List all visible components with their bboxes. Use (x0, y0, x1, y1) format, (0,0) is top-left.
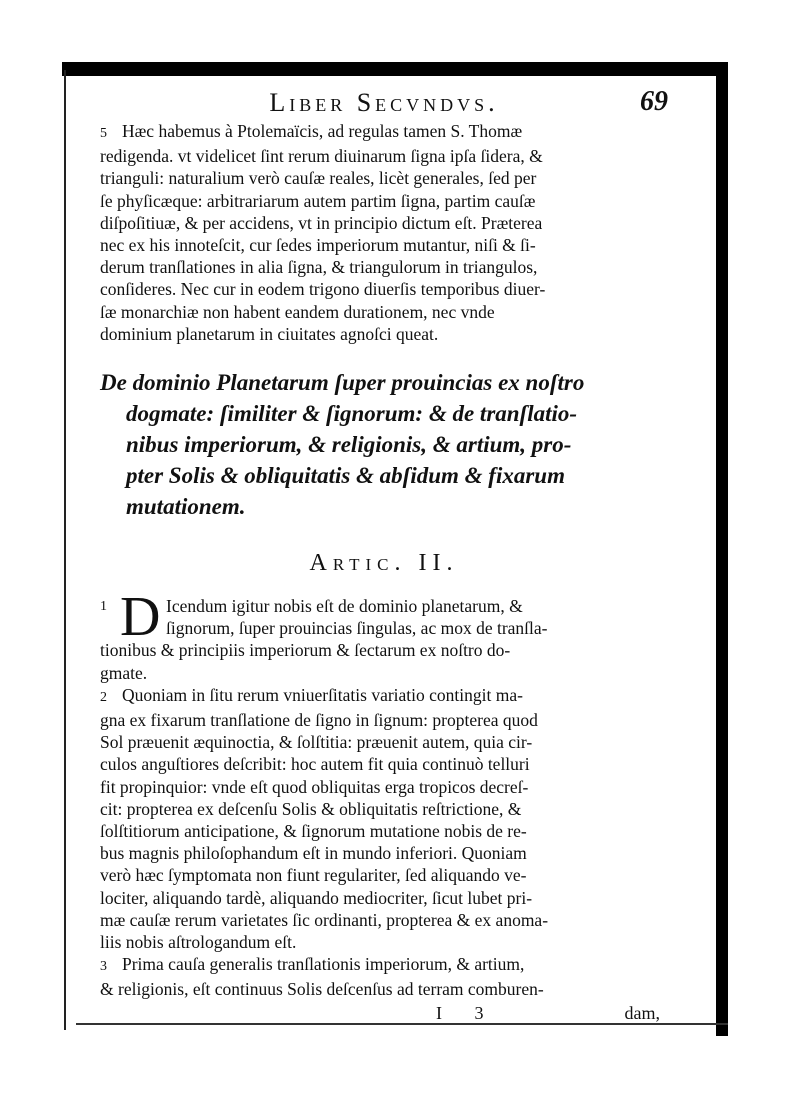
article-title: Artic. II. (309, 550, 459, 577)
text-line: nec ex his innoteſcit, cur ſedes imperiorum mutantur, niſi & ſi- (100, 235, 536, 256)
paragraph-numeral: 5 (100, 126, 107, 141)
paragraph-3 (100, 953, 668, 1000)
text-line: tionibus & principiis imperiorum & ſectarum ex noſtro do- (100, 640, 511, 661)
running-title: Liber Secvndvs. (269, 88, 499, 117)
paragraph-numeral: 3 (100, 959, 107, 975)
text-line: 5 Hæc habemus à Ptolemaïcis, ad regulas tamen S. Thomæ (100, 120, 668, 145)
text-line: diſpoſitiuæ, & per accidens, vt in principio dictum eſt. Præterea (100, 212, 543, 233)
paragraph-5 (100, 120, 668, 345)
text-line: gmate. (100, 662, 148, 683)
drop-cap: D (120, 586, 161, 649)
page-edge-left (64, 70, 66, 1030)
text-line: redigenda. vt videlicet ſint rerum diuinarum ſigna ipſa ſidera, & (100, 146, 543, 167)
text-line: cit: propterea ex deſcenſu Solis & obliquitatis reſtrictione, & (100, 798, 522, 819)
text-line: trianguli: naturalium verò cauſæ reales, licèt generales, ſed per (100, 168, 537, 189)
text-line: bus magnis philoſophandum eſt in mundo inferiori. Quoniam (100, 843, 527, 864)
text-line: gna ex fixarum tranſlatione de ſigno in ſignum: propterea quod (100, 710, 538, 731)
page-edge-right (716, 62, 728, 1036)
page-edge-top (62, 62, 728, 76)
text-line: dominium planetarum in ciuitates agnoſci queat. (100, 323, 439, 344)
text-line: Sol præuenit æquinoctia, & ſolſtitia: præuenit autem, quia cir- (100, 732, 533, 753)
heading-line: mutationem. (126, 494, 246, 520)
page-footer (100, 1001, 668, 1029)
running-head (100, 84, 668, 120)
signature-mark: I 3 (436, 1002, 498, 1023)
text-line: 2 Quoniam in ſitu rerum vniuerſitatis variatio contingit ma- (100, 684, 668, 709)
paragraph-1 (100, 586, 668, 684)
heading-line: nibus imperiorum, & religionis, & artium, pro- (126, 432, 572, 458)
text-line: ſolſtitiorum anticipatione, & ſignorum mutatione nobis de re- (100, 821, 527, 842)
paragraph-2 (100, 684, 668, 953)
section-heading (100, 367, 668, 522)
catchword: dam, (624, 1002, 660, 1023)
text-line: lociter, aliquando tardè, aliquando mediocriter, ſicut lubet pri- (100, 887, 533, 908)
text-line: 3 Prima cauſa generalis tranſlationis imperiorum, & artium, (100, 953, 668, 978)
paragraph-numeral: 1 (100, 599, 107, 615)
text-line: Icendum igitur nobis eſt de dominio planetarum, & (166, 596, 523, 617)
text-line: verò hæc ſymptomata non fiunt regulariter, ſed aliquando ve- (100, 865, 527, 886)
page-number: 69 (640, 86, 668, 117)
heading-line: De dominio Planetarum ſuper prouincias ex noſtro (100, 370, 585, 396)
text-line: ſe phyſicæque: arbitrariarum autem partim ſigna, partim cauſæ (100, 190, 536, 211)
text-line: derum tranſlationes in alia ſigna, & triangulorum in triangulos, (100, 257, 538, 278)
text-line: & religionis, eſt continuus Solis deſcenſus ad terram comburen- (100, 979, 544, 1000)
text-line: liis nobis aſtrologandum eſt. (100, 932, 297, 953)
text-line: ſæ monarchiæ non habent eandem durationem, nec vnde (100, 301, 495, 322)
book-page (100, 84, 668, 1024)
text-line: ſignorum, ſuper prouincias ſingulas, ac mox de tranſla- (166, 618, 548, 639)
text-line: mæ cauſæ rerum varietates ſic ordinanti, propterea & ex anoma- (100, 909, 549, 930)
text-line: culos anguſtiores deſcribit: hoc autem fit quia continuò telluri (100, 754, 530, 775)
paragraph-numeral: 2 (100, 689, 107, 705)
text-line: fit propinquior: vnde eſt quod obliquitas erga tropicos decreſ- (100, 776, 529, 797)
heading-line: dogmate: ſimiliter & ſignorum: & de tranſlatio- (126, 401, 578, 427)
text-line: conſideres. Nec cur in eodem trigono diuerſis temporibus diuer- (100, 279, 546, 300)
heading-line: pter Solis & obliquitatis & abſidum & fixarum (126, 463, 565, 489)
